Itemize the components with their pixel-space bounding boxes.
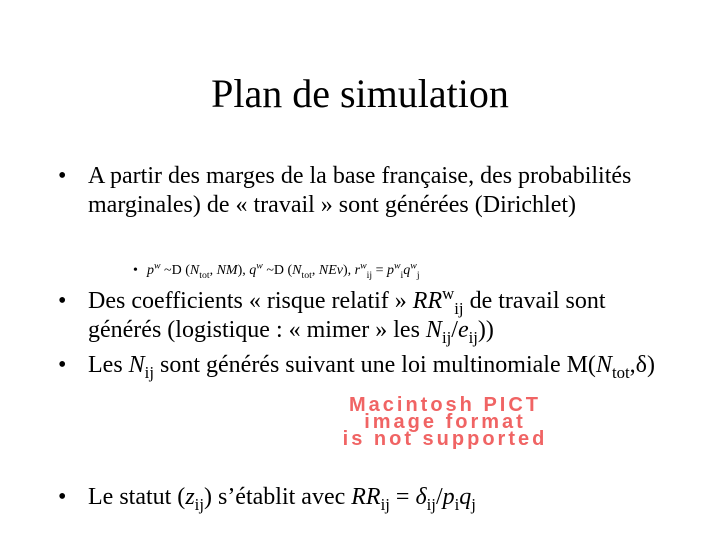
bullet-text: A partir des marges de la base française, des probabilités marginales) de « travail » sont générées (Dirichlet)	[88, 163, 632, 218]
sub-bullet-text: $p^w$ ~D ($N_{tot}$, NM), $q^w$ ~D ($N_{tot}$, NEν), $r^w_{ij} = p^w_iq^w_j$	[147, 260, 420, 281]
pict-line: is not supported	[342, 428, 548, 450]
bullet-marker: •	[133, 263, 138, 278]
bullet-marker: •	[58, 484, 67, 510]
pict-line: Macintosh PICT	[348, 394, 541, 416]
bullet-text: Des coefficients « risque relatif » $RR^w_{ij}$ de travail sont générés (logistique : « mimer » les $N_{ij}/e_{ij}$))	[88, 284, 606, 347]
slide-title: Plan de simulation	[211, 71, 509, 116]
bullet-text: Les $N_{ij}$ sont générés suivant une loi multinomiale $M(N_{tot},\delta)$	[88, 352, 655, 382]
bullet-marker: •	[58, 163, 67, 189]
pict-placeholder-image	[240, 394, 650, 450]
bullet-text: Le statut $(z_{ij})$ s’établit avec $RR_{ij} = \delta_{ij}/p_iq_j$	[88, 484, 476, 514]
bullet-marker: •	[58, 288, 67, 314]
pict-line: image format	[364, 411, 526, 433]
bullet-marker: •	[58, 352, 67, 378]
